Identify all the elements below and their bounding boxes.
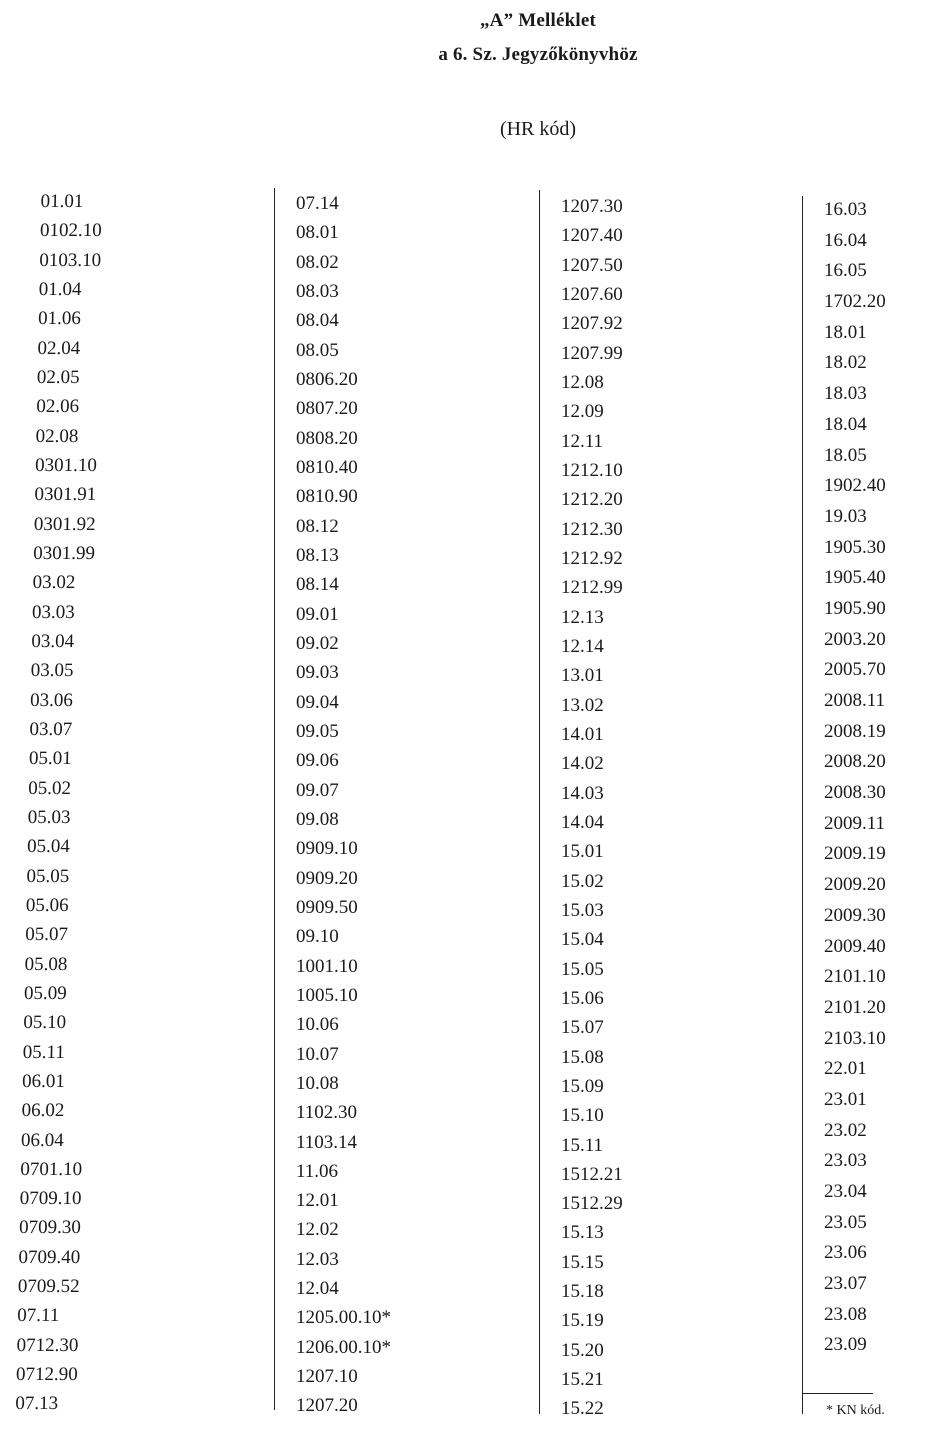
code-item: 1001.10 xyxy=(296,955,358,977)
code-item: 13.02 xyxy=(561,694,604,716)
code-item: 06.02 xyxy=(21,1100,65,1122)
code-item: 15.19 xyxy=(561,1310,604,1332)
code-item: 2009.11 xyxy=(824,812,886,834)
code-item: 16.04 xyxy=(824,229,867,251)
code-item: 19.03 xyxy=(824,505,867,527)
code-item: 08.01 xyxy=(296,222,339,244)
code-item: 02.08 xyxy=(35,425,79,447)
code-item: 2003.20 xyxy=(824,628,886,650)
code-item: 12.14 xyxy=(561,635,604,657)
code-item: 1212.99 xyxy=(561,577,623,599)
code-item: 0712.30 xyxy=(16,1334,79,1356)
code-item: 10.07 xyxy=(296,1043,339,1065)
code-item: 18.03 xyxy=(824,383,867,405)
code-item: 15.07 xyxy=(561,1017,604,1039)
code-item: 23.05 xyxy=(824,1211,867,1233)
code-item: 06.01 xyxy=(21,1070,66,1092)
code-item: 15.03 xyxy=(561,899,604,921)
code-type-label: (HR kód) xyxy=(499,118,577,140)
code-item: 1702.20 xyxy=(824,291,886,313)
code-item: 03.05 xyxy=(30,660,74,682)
code-item: 08.13 xyxy=(296,544,339,566)
code-item: 05.01 xyxy=(28,748,72,770)
code-item: 12.09 xyxy=(561,401,604,423)
code-item: 0102.10 xyxy=(39,220,102,242)
code-item: 2005.70 xyxy=(824,659,886,681)
code-item: 2008.20 xyxy=(824,751,886,773)
code-item: 02.06 xyxy=(36,396,80,418)
footnote-rule xyxy=(803,1393,873,1394)
code-item: 12.01 xyxy=(296,1190,339,1212)
code-item: 1207.92 xyxy=(561,313,623,335)
code-item: 15.22 xyxy=(561,1398,604,1420)
code-item: 15.01 xyxy=(561,841,604,863)
code-item: 2009.20 xyxy=(824,874,886,896)
footnote: * KN kód. xyxy=(826,1403,885,1418)
code-item: 09.01 xyxy=(296,603,339,625)
code-column-2 xyxy=(296,189,391,1421)
code-item: 0301.91 xyxy=(34,484,97,506)
code-item: 18.04 xyxy=(824,413,867,435)
code-item: 02.05 xyxy=(36,366,80,388)
code-item: 08.03 xyxy=(296,280,339,302)
code-item: 14.04 xyxy=(561,811,604,833)
code-item: 1212.20 xyxy=(561,489,623,511)
code-item: 05.10 xyxy=(23,1012,67,1034)
code-item: 0709.52 xyxy=(17,1276,80,1298)
code-item: 15.08 xyxy=(561,1046,604,1068)
code-item: 2008.30 xyxy=(824,782,886,804)
code-item: 15.06 xyxy=(561,987,604,1009)
code-item: 23.07 xyxy=(824,1273,867,1295)
code-item: 1905.40 xyxy=(824,567,886,589)
code-item: 2103.10 xyxy=(824,1027,886,1049)
code-item: 1905.90 xyxy=(824,597,886,619)
code-item: 05.05 xyxy=(26,865,70,887)
code-item: 2008.19 xyxy=(824,720,886,742)
code-item: 07.11 xyxy=(17,1305,60,1327)
code-item: 03.02 xyxy=(32,572,76,594)
code-item: 0103.10 xyxy=(39,249,102,271)
code-item: 0909.10 xyxy=(296,838,358,860)
code-item: 15.04 xyxy=(561,929,604,951)
code-item: 23.03 xyxy=(824,1150,867,1172)
code-item: 03.04 xyxy=(31,630,75,652)
code-item: 12.08 xyxy=(561,371,604,393)
code-item: 05.08 xyxy=(24,953,68,975)
code-item: 15.11 xyxy=(561,1134,604,1156)
code-item: 05.03 xyxy=(27,806,71,828)
code-item: 1905.30 xyxy=(824,536,886,558)
code-item: 09.06 xyxy=(296,750,339,772)
code-item: 0301.92 xyxy=(33,513,96,535)
code-item: 0806.20 xyxy=(296,368,358,390)
code-item: 1512.29 xyxy=(561,1193,623,1215)
code-item: 08.05 xyxy=(296,339,339,361)
code-item: 15.02 xyxy=(561,870,604,892)
code-item: 08.12 xyxy=(296,515,339,537)
code-item: 2101.20 xyxy=(824,996,886,1018)
code-item: 15.18 xyxy=(561,1281,604,1303)
code-item: 01.01 xyxy=(40,191,84,212)
code-item: 12.02 xyxy=(296,1219,339,1241)
code-item: 09.03 xyxy=(296,662,339,684)
code-item: 14.01 xyxy=(561,723,604,745)
code-item: 2009.40 xyxy=(824,935,886,957)
code-item: 11.06 xyxy=(296,1160,339,1182)
code-item: 09.04 xyxy=(296,691,339,713)
code-item: 08.04 xyxy=(296,310,339,332)
code-item: 15.05 xyxy=(561,958,604,980)
code-item: 1212.10 xyxy=(561,459,623,481)
column-divider xyxy=(539,190,540,1414)
code-item: 0709.40 xyxy=(18,1246,81,1268)
code-item: 0712.90 xyxy=(15,1364,78,1386)
document-subtitle: a 6. Sz. Jegyzőkönyvhöz xyxy=(438,44,638,65)
code-item: 05.04 xyxy=(26,836,71,858)
code-item: 16.03 xyxy=(824,199,867,220)
code-item: 1207.20 xyxy=(296,1395,358,1417)
column-divider xyxy=(274,188,275,1410)
code-item: 2009.19 xyxy=(824,843,886,865)
code-item: 1206.00.10* xyxy=(296,1336,391,1358)
code-item: 1207.50 xyxy=(561,254,623,276)
code-item: 07.13 xyxy=(15,1393,59,1415)
code-item: 12.13 xyxy=(561,606,604,628)
code-item: 0807.20 xyxy=(296,398,358,420)
code-item: 05.09 xyxy=(23,982,67,1004)
code-item: 09.05 xyxy=(296,720,339,742)
code-item: 09.02 xyxy=(296,632,339,654)
code-item: 1005.10 xyxy=(296,984,358,1006)
code-item: 01.06 xyxy=(37,308,82,330)
code-item: 1212.92 xyxy=(561,547,623,569)
code-item: 15.13 xyxy=(561,1222,604,1244)
code-item: 1207.10 xyxy=(296,1366,358,1388)
code-item: 0709.10 xyxy=(19,1188,82,1210)
code-item: 05.02 xyxy=(28,777,72,799)
code-item: 16.05 xyxy=(824,260,867,282)
code-item: 23.08 xyxy=(824,1303,867,1325)
code-item: 15.20 xyxy=(561,1339,604,1361)
code-item: 1207.40 xyxy=(561,225,623,247)
code-item: 08.02 xyxy=(296,251,339,273)
code-item: 02.04 xyxy=(37,337,81,359)
code-item: 09.10 xyxy=(296,926,339,948)
code-item: 0301.10 xyxy=(34,454,98,476)
code-item: 1207.99 xyxy=(561,342,623,364)
code-item: 14.02 xyxy=(561,753,604,775)
code-item: 1212.30 xyxy=(561,518,623,540)
code-column-4 xyxy=(824,195,886,1361)
code-item: 15.15 xyxy=(561,1251,604,1273)
code-item: 18.02 xyxy=(824,352,867,374)
code-item: 23.04 xyxy=(824,1181,867,1202)
code-item: 0810.40 xyxy=(296,456,358,478)
code-item: 1205.00.10* xyxy=(296,1307,391,1329)
code-item: 09.07 xyxy=(296,779,339,801)
code-item: 23.01 xyxy=(824,1088,867,1110)
code-item: 2009.30 xyxy=(824,904,886,926)
code-item: 18.05 xyxy=(824,444,867,466)
code-item: 14.03 xyxy=(561,782,604,804)
code-item: 0301.99 xyxy=(33,542,96,564)
code-item: 2101.10 xyxy=(824,966,886,988)
code-item: 2008.11 xyxy=(824,690,886,711)
code-item: 0810.90 xyxy=(296,486,358,508)
code-item: 1902.40 xyxy=(824,475,886,497)
code-item: 01.04 xyxy=(38,278,82,300)
code-column-3 xyxy=(561,192,623,1424)
code-item: 07.14 xyxy=(296,193,339,214)
code-item: 18.01 xyxy=(824,321,867,343)
code-item: 1512.21 xyxy=(561,1163,623,1185)
code-item: 13.01 xyxy=(561,665,604,687)
code-item: 12.03 xyxy=(296,1248,339,1270)
code-item: 08.14 xyxy=(296,574,339,596)
code-item: 23.09 xyxy=(824,1334,867,1356)
document-title: „A” Melléklet xyxy=(479,10,597,31)
code-item: 0701.10 xyxy=(20,1158,83,1180)
code-item: 12.04 xyxy=(296,1278,339,1300)
code-item: 1102.30 xyxy=(296,1102,358,1124)
code-item: 15.21 xyxy=(561,1369,604,1391)
code-item: 22.01 xyxy=(824,1058,867,1080)
code-item: 10.06 xyxy=(296,1014,339,1036)
code-item: 23.06 xyxy=(824,1242,867,1264)
code-item: 05.07 xyxy=(25,924,69,946)
code-item: 23.02 xyxy=(824,1119,867,1141)
code-item: 05.11 xyxy=(22,1041,66,1063)
code-item: 10.08 xyxy=(296,1072,339,1094)
code-item: 03.03 xyxy=(31,601,75,623)
code-item: 12.11 xyxy=(561,430,604,452)
code-item: 0909.20 xyxy=(296,867,358,889)
code-item: 0909.50 xyxy=(296,896,358,918)
code-item: 0709.30 xyxy=(18,1217,82,1239)
code-item: 1207.60 xyxy=(561,283,623,305)
code-item: 15.09 xyxy=(561,1075,604,1097)
code-item: 1207.30 xyxy=(561,196,623,217)
column-divider xyxy=(802,196,803,1414)
code-column-1 xyxy=(15,187,103,1419)
code-item: 06.04 xyxy=(20,1129,64,1151)
code-item: 05.06 xyxy=(25,894,69,916)
code-item: 09.08 xyxy=(296,808,339,830)
code-item: 0808.20 xyxy=(296,427,358,449)
code-item: 1103.14 xyxy=(296,1131,358,1153)
code-item: 03.07 xyxy=(29,718,73,740)
code-item: 15.10 xyxy=(561,1105,604,1127)
code-item: 03.06 xyxy=(29,689,74,711)
